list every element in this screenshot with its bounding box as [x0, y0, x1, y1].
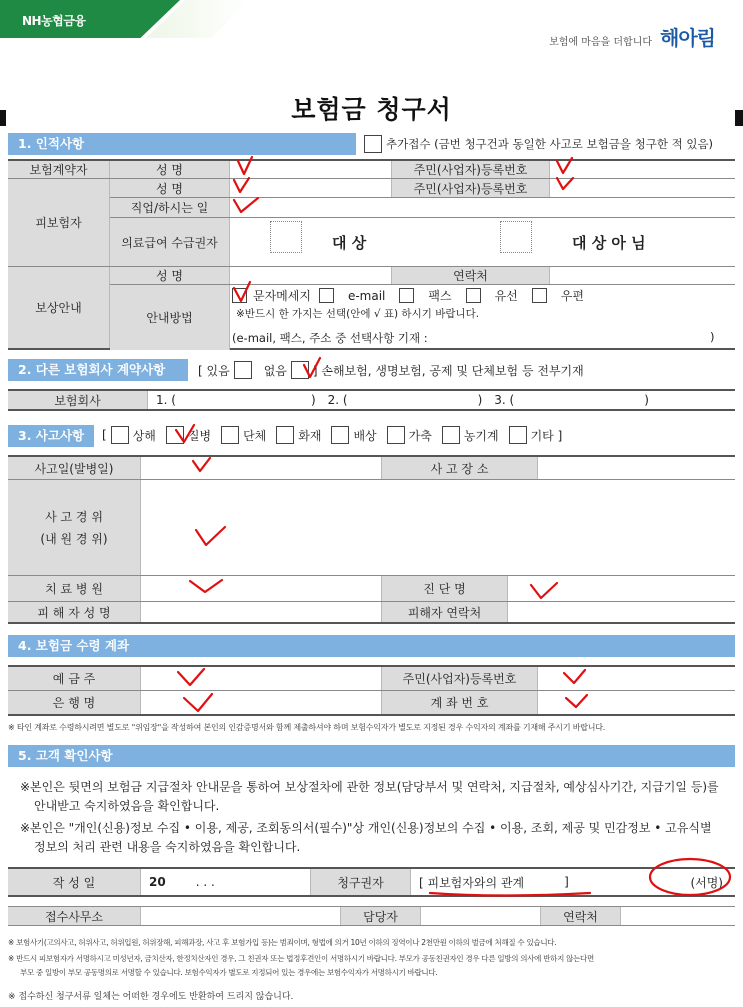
medical-label: 의료급여 수급권자 — [110, 218, 230, 266]
company-1-close: ) — [310, 393, 316, 407]
guide-fill: (e-mail, 팩스, 주소 중 선택사항 기재 : — [232, 331, 428, 345]
company-3-close: ) — [644, 393, 649, 407]
circle-mark — [650, 859, 730, 895]
check-mark — [531, 583, 557, 598]
check-mark — [176, 425, 194, 442]
accident-detail-label-1: 사 고 경 위 — [45, 509, 103, 524]
check-mark — [304, 358, 320, 377]
check-mark — [564, 670, 585, 683]
underline-mark — [430, 893, 590, 896]
victim-label: 피 해 자 성 명 — [8, 602, 141, 622]
sign-label: (서명) — [690, 875, 723, 890]
signature-note-1: ※ 반드시 피보험자가 서명하시고 미성년자, 금치산자, 한정치산자인 경우, 그 친권자 또는 법정후견인이 서명하시기 바랍니다. 부모가 공동친권자인 경우 다른 일방의 의사에 반하지 않는다면 — [8, 954, 594, 963]
additional-claim-label: 추가접수 (금번 청구건과 동일한 사고로 보험금을 청구한 적 있음) — [386, 137, 714, 151]
check-mark — [234, 198, 258, 212]
account-number-label: 계 좌 번 호 — [382, 691, 538, 714]
check-mark — [196, 527, 225, 545]
accident-types-open: [ — [102, 428, 107, 442]
guide-fill-end: ) — [710, 330, 715, 344]
check-mark — [557, 158, 572, 173]
medical-non-target-label: 대 상 아 님 — [572, 234, 646, 252]
type-group-label: 단체 — [243, 428, 267, 443]
check-mark — [234, 178, 249, 192]
check-mark — [234, 282, 250, 301]
insured-label: 피보험자 — [8, 179, 110, 266]
contractor-label: 보험계약자 — [8, 161, 110, 178]
manager-label: 담당자 — [341, 907, 421, 925]
guide-label: 보상안내 — [8, 267, 110, 348]
company-2-open: 2. ( — [327, 393, 348, 407]
contractor-name-label: 성 명 — [110, 161, 230, 178]
date-dots: . . . — [195, 875, 215, 889]
guide-note: ※반드시 한 가지는 선택(안에 √ 표) 하시기 바랍니다. — [236, 308, 480, 320]
mail-label: 우편 — [560, 289, 584, 303]
consent-1-line-1: ※본인은 뒷면의 보험금 지급절차 안내문을 통하여 보상절차에 관한 정보(담당부서 및 연락처, 지급절차, 예상심사기간, 지급기일 등)를 — [20, 780, 719, 794]
check-mark — [557, 178, 573, 189]
guide-name-label: 성 명 — [110, 267, 230, 284]
bank-label: 은 행 명 — [8, 691, 141, 714]
relation-end: ] — [564, 875, 569, 889]
type-other-label: 기타 ] — [530, 428, 563, 443]
has-other-label: [ 있음 — [198, 363, 230, 378]
contractor-rrn-label: 주민(사업자)등록번호 — [392, 161, 550, 178]
check-mark — [190, 580, 222, 592]
type-liability-label: 배상 — [353, 428, 377, 443]
check-mark — [184, 694, 212, 711]
relation-label: [ 피보험자와의 관계 — [419, 875, 525, 890]
office-contact-label: 연락처 — [541, 907, 621, 925]
section-5-header: 5. 고객 확인사항 — [8, 745, 735, 767]
consent-2-line-2: 정보의 처리 관련 내용을 숙지하였음을 확인합니다. — [34, 840, 301, 854]
year-prefix: 20 — [149, 875, 166, 889]
sms-label: 문자메세지 — [253, 289, 311, 303]
account-note: ※ 타인 계좌로 수령하시려면 별도로 "위임장"을 작성하여 본인의 인감증명서와 함께 제출하셔야 하며 보험수익자가 별도로 지정된 경우 수익자의 계좌를 기재해 주시기 바랍니다. — [8, 723, 606, 732]
insured-job-label: 직업/하시는 일 — [110, 198, 230, 217]
check-mark — [193, 458, 210, 471]
type-machinery-label: 농기계 — [463, 428, 499, 443]
other-desc: ] 손해보험, 생명보험, 공제 및 단체보험 등 전부기재 — [312, 363, 584, 378]
claimant-label: 청구권자 — [311, 869, 411, 895]
type-injury-label: 상해 — [132, 428, 156, 443]
type-livestock-label: 가축 — [408, 428, 432, 443]
check-mark — [566, 695, 587, 707]
bank-logo: NH농협금융 — [22, 14, 86, 28]
type-disease-label: 질병 — [187, 428, 212, 443]
slogan: 보험에 마음을 더합니다 — [549, 37, 653, 48]
fraud-note: ※ 보험사기(고의사고, 허위사고, 허위입원, 허위장해, 피해과장, 사고 후 보험가입 등)는 범죄이며, 형법에 의거 10년 이하의 징역이나 2천만원 이하의 벌금에 처해질 수 있습니다. — [8, 938, 557, 947]
insured-rrn-label: 주민(사업자)등록번호 — [392, 179, 550, 197]
company-1-open: 1. ( — [156, 393, 176, 407]
brand-name: 해아림 — [660, 26, 715, 50]
return-note: ※ 접수하신 청구서류 일체는 어떠한 경우에도 반환하여 드리지 않습니다. — [8, 992, 294, 1002]
company-3-open: 3. ( — [494, 393, 515, 407]
signature-note-2: 부모 중 일방이 부모 공동명의로 서명할 수 있습니다. 보험수익자가 별도로 지정되어 있는 경우에는 보험수익자가 서명하시기 바랍니다. — [20, 968, 438, 977]
no-other-label: 없음 — [263, 363, 287, 378]
check-mark — [178, 669, 204, 685]
insured-name-label: 성 명 — [110, 179, 230, 197]
company-2-close: ) — [477, 393, 483, 407]
fax-label: 팩스 — [428, 289, 452, 303]
wire-label: 유선 — [494, 289, 518, 303]
section-4-header: 4. 보험금 수령 계좌 — [8, 635, 735, 657]
office-label: 접수사무소 — [8, 907, 141, 925]
consent-2-line-1: ※본인은 "개인(신용)정보 수집 • 이용, 제공, 조회동의서(필수)"상 개인(신용)정보의 수집 • 이용, 조회, 제공 및 민감정보 • 고유식별 — [20, 821, 712, 835]
guide-method-label: 안내방법 — [110, 285, 230, 350]
hospital-label: 치 료 병 원 — [8, 576, 141, 601]
victim-contact-label: 피해자 연락처 — [382, 602, 508, 622]
check-mark — [238, 157, 252, 174]
type-fire-label: 화재 — [298, 428, 322, 443]
diagnosis-label: 진 단 명 — [382, 576, 508, 601]
medical-target-label: 대 상 — [332, 234, 367, 252]
page-title: 보험금 청구서 — [291, 95, 452, 124]
section-3-header: 3. 사고사항 — [8, 425, 94, 447]
section-1-header: 1. 인적사항 — [8, 133, 356, 155]
accident-detail-label-2: (내 원 경 위) — [40, 531, 108, 546]
email-label: e-mail — [347, 288, 386, 303]
date-label: 작 성 일 — [8, 869, 141, 895]
guide-contact-label: 연락처 — [392, 267, 550, 284]
company-label: 보험회사 — [8, 391, 148, 409]
accident-date-label: 사고일(발병일) — [8, 457, 141, 479]
consent-1-line-2: 안내받고 숙지하였음을 확인합니다. — [34, 799, 220, 813]
account-rrn-label: 주민(사업자)등록번호 — [382, 667, 538, 690]
account-holder-label: 예 금 주 — [8, 667, 141, 690]
accident-place-label: 사 고 장 소 — [382, 457, 538, 479]
section-2-header: 2. 다른 보험회사 계약사항 — [8, 359, 188, 381]
